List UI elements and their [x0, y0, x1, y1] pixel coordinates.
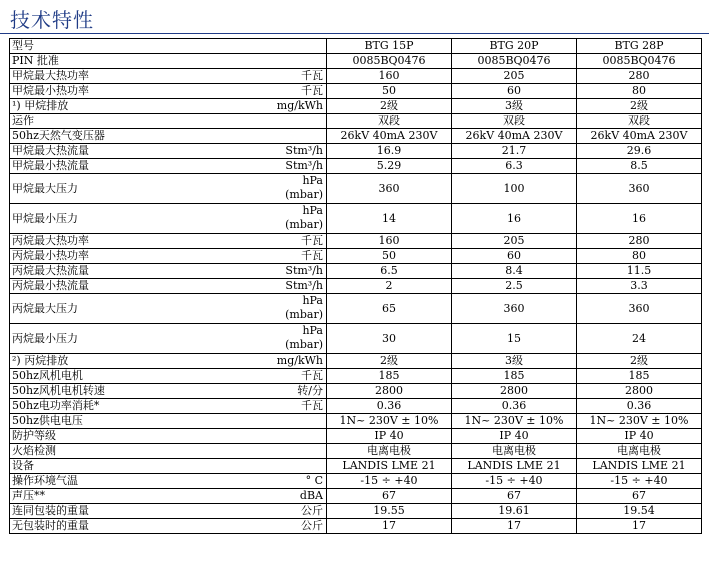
value-cell: -15 ÷ +40	[452, 474, 577, 489]
value-cell: 6.3	[452, 159, 577, 174]
row-label: 甲烷最大热流量	[12, 144, 89, 157]
table-row	[10, 114, 702, 129]
value-cell: 2级	[577, 99, 702, 114]
value-cell: -15 ÷ +40	[577, 474, 702, 489]
table-row	[10, 459, 702, 474]
row-label-cell	[10, 114, 327, 129]
row-label: 丙烷最小压力	[12, 332, 78, 345]
row-label: 50hz天然气变压器	[12, 129, 105, 142]
row-unit-text: mg/kWh	[276, 99, 323, 112]
value-cell: 100	[452, 174, 577, 204]
table-row	[10, 69, 702, 84]
row-unit-text: Stm³/h	[285, 264, 323, 277]
table-row	[10, 519, 702, 534]
value-cell: 0085BQ0476	[327, 54, 452, 69]
table-row	[10, 144, 702, 159]
row-label-cell	[10, 489, 327, 504]
value-cell: 16	[577, 204, 702, 234]
value-cell: 8.5	[577, 159, 702, 174]
value-cell: 185	[577, 369, 702, 384]
value-cell: 14	[327, 204, 452, 234]
value-cell: 11.5	[577, 264, 702, 279]
row-unit-text: hPa	[302, 324, 323, 337]
value-cell: 80	[577, 84, 702, 99]
row-unit	[277, 99, 323, 113]
row-unit-text: hPa	[302, 204, 323, 217]
value-cell: 5.29	[327, 159, 452, 174]
table-row	[10, 234, 702, 249]
row-unit-text: ° C	[305, 474, 323, 487]
row-unit	[306, 474, 323, 488]
value-cell: 360	[577, 174, 702, 204]
table-row	[10, 414, 702, 429]
value-cell: 205	[452, 69, 577, 84]
row-label: 操作环境气温	[12, 474, 78, 487]
row-label-cell	[10, 354, 327, 369]
table-row	[10, 249, 702, 264]
value-cell: 360	[452, 294, 577, 324]
value-cell: 65	[327, 294, 452, 324]
row-unit-text: 千瓦	[301, 249, 323, 262]
table-row	[10, 264, 702, 279]
value-cell: 30	[327, 324, 452, 354]
row-label: 甲烷最小压力	[12, 212, 78, 225]
value-cell: 8.4	[452, 264, 577, 279]
value-cell: IP 40	[327, 429, 452, 444]
row-label: ¹) 甲烷排放	[12, 99, 69, 112]
row-label: 声压**	[12, 489, 45, 502]
row-label-cell	[10, 264, 327, 279]
row-label-cell	[10, 324, 327, 354]
value-cell: 电离电极	[577, 444, 702, 459]
row-label: 甲烷最大热功率	[12, 69, 89, 82]
row-label: 甲烷最大压力	[12, 182, 78, 195]
row-unit	[301, 399, 323, 413]
value-cell: 50	[327, 84, 452, 99]
table-row	[10, 429, 702, 444]
value-cell: 80	[577, 249, 702, 264]
table-row	[10, 474, 702, 489]
row-label-cell	[10, 459, 327, 474]
row-label: 运作	[12, 114, 34, 127]
table-row	[10, 444, 702, 459]
model-cell: BTG 28P	[577, 39, 702, 54]
row-label: 50hz风机电机	[12, 369, 83, 382]
value-cell: 24	[577, 324, 702, 354]
row-label-cell	[10, 369, 327, 384]
value-cell: 280	[577, 234, 702, 249]
table-row	[10, 399, 702, 414]
row-label: 丙烷最大热流量	[12, 264, 89, 277]
value-cell: 2级	[327, 354, 452, 369]
value-cell: 双段	[452, 114, 577, 129]
value-cell: 16	[452, 204, 577, 234]
value-cell: 2级	[577, 354, 702, 369]
value-cell: 19.61	[452, 504, 577, 519]
value-cell: 6.5	[327, 264, 452, 279]
value-cell: 3级	[452, 354, 577, 369]
row-unit	[301, 84, 323, 98]
row-unit	[301, 234, 323, 248]
value-cell: 280	[577, 69, 702, 84]
row-unit	[285, 144, 323, 158]
row-unit	[285, 264, 323, 278]
row-label-cell	[10, 429, 327, 444]
row-unit-text-secondary: (mbar)	[285, 188, 323, 201]
row-label: 50hz供电电压	[12, 414, 83, 427]
spec-table-body	[10, 39, 702, 534]
table-row	[10, 294, 702, 324]
value-cell: 2级	[327, 99, 452, 114]
table-row	[10, 369, 702, 384]
value-cell: 1N~ 230V ± 10%	[577, 414, 702, 429]
row-unit	[301, 504, 323, 518]
row-unit	[285, 294, 323, 322]
table-row	[10, 204, 702, 234]
value-cell: 电离电极	[452, 444, 577, 459]
value-cell: 17	[452, 519, 577, 534]
row-label: 甲烷最小热功率	[12, 84, 89, 97]
value-cell: 0085BQ0476	[452, 54, 577, 69]
header-label: 型号	[12, 39, 34, 52]
row-unit-text: 千瓦	[301, 84, 323, 97]
value-cell: 3.3	[577, 279, 702, 294]
value-cell: 2800	[577, 384, 702, 399]
table-row	[10, 84, 702, 99]
value-cell: 2800	[452, 384, 577, 399]
value-cell: 2	[327, 279, 452, 294]
value-cell: 50	[327, 249, 452, 264]
value-cell: IP 40	[577, 429, 702, 444]
row-label-cell	[10, 144, 327, 159]
row-unit	[297, 384, 323, 398]
value-cell: 19.54	[577, 504, 702, 519]
value-cell: 17	[327, 519, 452, 534]
row-unit-text: 千瓦	[301, 399, 323, 412]
value-cell: 0085BQ0476	[577, 54, 702, 69]
row-label-cell	[10, 204, 327, 234]
table-row	[10, 324, 702, 354]
row-label: 防护等级	[12, 429, 56, 442]
value-cell: 16.9	[327, 144, 452, 159]
row-label-cell	[10, 384, 327, 399]
row-label: PIN 批准	[12, 54, 59, 67]
value-cell: 29.6	[577, 144, 702, 159]
value-cell: 0.36	[327, 399, 452, 414]
value-cell: LANDIS LME 21	[452, 459, 577, 474]
table-row	[10, 489, 702, 504]
row-unit	[285, 324, 323, 352]
value-cell: 67	[452, 489, 577, 504]
value-cell: 26kV 40mA 230V	[327, 129, 452, 144]
value-cell: 60	[452, 249, 577, 264]
value-cell: LANDIS LME 21	[577, 459, 702, 474]
value-cell: 3级	[452, 99, 577, 114]
model-cell: BTG 15P	[327, 39, 452, 54]
value-cell: 2.5	[452, 279, 577, 294]
table-row	[10, 384, 702, 399]
value-cell: 电离电极	[327, 444, 452, 459]
value-cell: LANDIS LME 21	[327, 459, 452, 474]
value-cell: 1N~ 230V ± 10%	[452, 414, 577, 429]
row-label: 丙烷最小热功率	[12, 249, 89, 262]
row-label-cell	[10, 129, 327, 144]
page-title: 技术特性	[10, 8, 94, 32]
row-unit-text: Stm³/h	[285, 144, 323, 157]
table-row	[10, 129, 702, 144]
table-row	[10, 54, 702, 69]
value-cell: 60	[452, 84, 577, 99]
table-row	[10, 174, 702, 204]
value-cell: 21.7	[452, 144, 577, 159]
row-label-cell	[10, 474, 327, 489]
row-label: ²) 丙烷排放	[12, 354, 69, 367]
value-cell: 双段	[577, 114, 702, 129]
row-label: 50hz风机电机转速	[12, 384, 105, 397]
value-cell: 0.36	[577, 399, 702, 414]
row-label-cell	[10, 69, 327, 84]
value-cell: 0.36	[452, 399, 577, 414]
row-unit	[301, 519, 323, 533]
value-cell: 19.55	[327, 504, 452, 519]
value-cell: 2800	[327, 384, 452, 399]
row-label-cell	[10, 294, 327, 324]
value-cell: 205	[452, 234, 577, 249]
value-cell: 1N~ 230V ± 10%	[327, 414, 452, 429]
table-row	[10, 279, 702, 294]
value-cell: 185	[452, 369, 577, 384]
row-label-cell	[10, 279, 327, 294]
row-label: 甲烷最小热流量	[12, 159, 89, 172]
value-cell: IP 40	[452, 429, 577, 444]
value-cell: 15	[452, 324, 577, 354]
value-cell: -15 ÷ +40	[327, 474, 452, 489]
title-divider	[0, 33, 709, 34]
row-label-cell	[10, 159, 327, 174]
spec-table	[9, 38, 702, 534]
row-label: 丙烷最小热流量	[12, 279, 89, 292]
row-label-cell	[10, 519, 327, 534]
row-unit-text: 千瓦	[301, 69, 323, 82]
row-label-cell	[10, 234, 327, 249]
row-label-cell	[10, 54, 327, 69]
value-cell: 双段	[327, 114, 452, 129]
row-unit	[300, 489, 323, 503]
row-unit-text: 转/分	[297, 384, 323, 397]
table-row	[10, 504, 702, 519]
value-cell: 67	[577, 489, 702, 504]
row-label-cell	[10, 99, 327, 114]
row-unit-text: mg/kWh	[276, 354, 323, 367]
row-label-cell	[10, 174, 327, 204]
row-unit-text: 千瓦	[301, 369, 323, 382]
row-unit	[285, 174, 323, 202]
value-cell: 360	[577, 294, 702, 324]
row-unit	[285, 279, 323, 293]
row-label: 连同包装的重量	[12, 504, 89, 517]
value-cell: 160	[327, 69, 452, 84]
row-label-cell	[10, 399, 327, 414]
row-label: 丙烷最大压力	[12, 302, 78, 315]
row-unit-text: Stm³/h	[285, 159, 323, 172]
table-row	[10, 159, 702, 174]
row-label-cell	[10, 444, 327, 459]
row-unit	[301, 369, 323, 383]
row-label-cell	[10, 84, 327, 99]
row-unit-text: Stm³/h	[285, 279, 323, 292]
row-unit	[285, 159, 323, 173]
value-cell: 67	[327, 489, 452, 504]
value-cell: 185	[327, 369, 452, 384]
model-cell: BTG 20P	[452, 39, 577, 54]
value-cell: 26kV 40mA 230V	[577, 129, 702, 144]
value-cell: 360	[327, 174, 452, 204]
table-row	[10, 354, 702, 369]
row-unit	[277, 354, 323, 368]
table-header-row	[10, 39, 702, 54]
row-unit	[285, 204, 323, 232]
row-unit-text-secondary: (mbar)	[285, 338, 323, 351]
row-label-cell	[10, 504, 327, 519]
row-label: 设备	[12, 459, 34, 472]
row-unit-text: 公斤	[301, 504, 323, 517]
row-label: 50hz电功率消耗*	[12, 399, 100, 412]
row-label-cell	[10, 249, 327, 264]
value-cell: 26kV 40mA 230V	[452, 129, 577, 144]
value-cell: 17	[577, 519, 702, 534]
value-cell: 160	[327, 234, 452, 249]
row-unit-text: 公斤	[301, 519, 323, 532]
row-unit	[301, 69, 323, 83]
row-unit-text: hPa	[302, 294, 323, 307]
row-label: 丙烷最大热功率	[12, 234, 89, 247]
header-label-cell	[10, 39, 327, 54]
row-unit-text: dBA	[299, 489, 323, 502]
row-label: 无包装时的重量	[12, 519, 89, 532]
row-unit	[301, 249, 323, 263]
row-unit-text: 千瓦	[301, 234, 323, 247]
table-row	[10, 99, 702, 114]
row-label-cell	[10, 414, 327, 429]
row-unit-text-secondary: (mbar)	[285, 308, 323, 321]
row-label: 火焰检测	[12, 444, 56, 457]
row-unit-text-secondary: (mbar)	[285, 218, 323, 231]
row-unit-text: hPa	[302, 174, 323, 187]
